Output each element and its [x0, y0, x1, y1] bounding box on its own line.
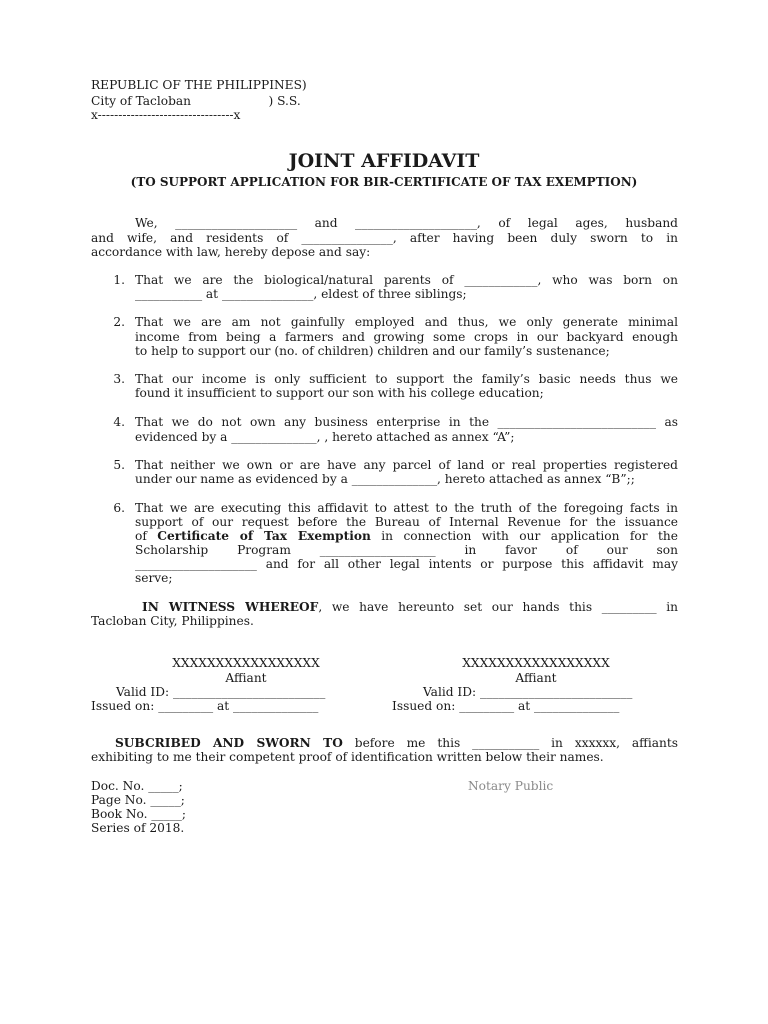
jurat-line: exhibiting to me their competent proof of identification written below their names.	[91, 750, 604, 764]
item-number: 3.	[113, 372, 125, 386]
item-line: That we are the biological/natural parents of ____________, who was born on	[135, 273, 678, 287]
item-line: serve;	[135, 571, 173, 585]
affiant-valid-id: Valid ID: _________________________	[116, 685, 326, 699]
doc-number: Doc. No. _____;	[91, 779, 183, 793]
affiant-issued-on: Issued on: _________ at ______________	[91, 699, 319, 713]
item-line: income from being a farmers and growing some crops in our backyard enough	[135, 330, 678, 344]
item-line: That we are executing this affidavit to attest to the truth of the foregoing facts in	[135, 501, 678, 515]
affiant-valid-id: Valid ID: _________________________	[423, 685, 633, 699]
document-title: JOINT AFFIDAVIT	[288, 150, 480, 172]
header-city: City of Tacloban ) S.S.	[91, 94, 301, 108]
item-number: 6.	[113, 501, 125, 515]
notary-public-label: Notary Public	[468, 779, 554, 793]
item-line: ___________ at _______________, eldest of three siblings;	[135, 287, 467, 301]
item-line: evidenced by a ______________, , hereto attached as annex “A”;	[135, 430, 515, 444]
affiant-issued-on: Issued on: _________ at ______________	[392, 699, 620, 713]
witness-heading: IN WITNESS WHEREOF	[142, 600, 319, 614]
series-year: Series of 2018.	[91, 821, 185, 835]
intro-line: We, ____________________ and ____________________, of legal ages, husband	[135, 216, 678, 230]
witness-line: Tacloban City, Philippines.	[91, 614, 254, 628]
item-line: under our name as evidenced by a ______________, hereto attached as annex “B”;;	[135, 472, 635, 486]
item-line: That we are am not gainfully employed and thus, we only generate minimal	[135, 315, 678, 329]
item-number: 2.	[113, 315, 125, 329]
item-line: to help to support our (no. of children) children and our family’s sustenance;	[135, 344, 610, 358]
item-line: ____________________ and for all other legal intents or purpose this affidavit may	[135, 557, 678, 571]
item-line: That our income is only sufficient to support the family’s basic needs thus we	[135, 372, 678, 386]
item-line: support of our request before the Bureau of Internal Revenue for the issuance	[135, 515, 678, 529]
affiant-label: Affiant	[225, 671, 267, 685]
item-line: of Certificate of Tax Exemption in connection with our application for the	[135, 529, 678, 543]
header-republic: REPUBLIC OF THE PHILIPPINES)	[91, 78, 307, 92]
item-line: That neither we own or are have any parcel of land or real properties registered	[135, 458, 678, 472]
jurat-heading: SUBCRIBED AND SWORN TO	[115, 736, 343, 750]
affiant-name: XXXXXXXXXXXXXXXXX	[462, 656, 610, 670]
certificate-term: Certificate of Tax Exemption	[157, 529, 371, 543]
document-subtitle: (TO SUPPORT APPLICATION FOR BIR-CERTIFICATE OF TAX EXEMPTION)	[130, 175, 638, 189]
book-number: Book No. _____;	[91, 807, 187, 821]
affiant-name: XXXXXXXXXXXXXXXXX	[172, 656, 320, 670]
witness-line: IN WITNESS WHEREOF, we have hereunto set our hands this _________ in	[142, 600, 678, 614]
intro-line: accordance with law, hereby depose and say:	[91, 245, 371, 259]
item-line: found it insufficient to support our son with his college education;	[135, 386, 544, 400]
item-line: Scholarship Program ___________________ in favor of our son	[135, 543, 678, 557]
intro-line: and wife, and residents of _______________, after having been duly sworn to in	[91, 231, 678, 245]
header-divider: x---------------------------------x	[91, 108, 241, 122]
affiant-label: Affiant	[515, 671, 557, 685]
jurat-line: SUBCRIBED AND SWORN TO before me this ___________ in xxxxxx, affiants	[115, 736, 679, 750]
item-number: 1.	[113, 273, 125, 287]
item-line: That we do not own any business enterprise in the __________________________ as	[135, 415, 678, 429]
item-number: 4.	[113, 415, 125, 429]
item-number: 5.	[113, 458, 125, 472]
page-number: Page No. _____;	[91, 793, 185, 807]
